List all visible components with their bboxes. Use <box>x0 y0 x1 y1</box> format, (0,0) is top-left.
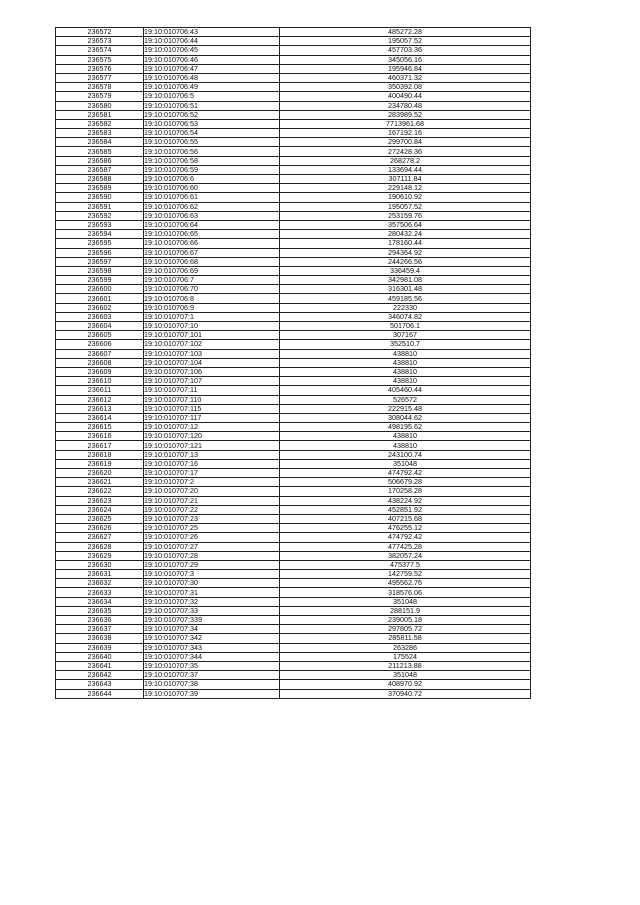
row-code-cell: 19:10:010706:51 <box>144 101 280 110</box>
table-row <box>56 303 531 312</box>
row-code-cell: 19:10:010706:9 <box>144 303 280 312</box>
row-code-cell: 19:10:010706:53 <box>144 119 280 128</box>
table-row <box>56 73 531 82</box>
table-row <box>56 661 531 670</box>
row-id-cell: 236615 <box>56 423 144 432</box>
row-id-cell: 236621 <box>56 478 144 487</box>
table-row <box>56 83 531 92</box>
row-code-cell: 19:10:010707:12 <box>144 423 280 432</box>
row-value-cell: 370940.72 <box>280 689 531 698</box>
row-code-cell: 19:10:010706:66 <box>144 239 280 248</box>
table-row <box>56 652 531 661</box>
row-code-cell: 19:10:010707:33 <box>144 606 280 615</box>
row-value-cell: 498195.62 <box>280 423 531 432</box>
table-row <box>56 469 531 478</box>
row-code-cell: 19:10:010707:32 <box>144 597 280 606</box>
table-row <box>56 322 531 331</box>
row-id-cell: 236594 <box>56 230 144 239</box>
row-id-cell: 236588 <box>56 175 144 184</box>
row-code-cell: 19:10:010707:2 <box>144 478 280 487</box>
row-code-cell: 19:10:010706:59 <box>144 165 280 174</box>
row-id-cell: 236634 <box>56 597 144 606</box>
row-value-cell: 288151.9 <box>280 606 531 615</box>
table-row <box>56 285 531 294</box>
row-code-cell: 19:10:010707:120 <box>144 432 280 441</box>
row-id-cell: 236601 <box>56 294 144 303</box>
table-row <box>56 395 531 404</box>
row-code-cell: 19:10:010706:62 <box>144 202 280 211</box>
table-row <box>56 450 531 459</box>
row-value-cell: 307111.84 <box>280 175 531 184</box>
row-id-cell: 236620 <box>56 469 144 478</box>
row-id-cell: 236603 <box>56 312 144 321</box>
row-value-cell: 263286 <box>280 643 531 652</box>
table-row <box>56 175 531 184</box>
table-row <box>56 459 531 468</box>
row-id-cell: 236610 <box>56 377 144 386</box>
row-id-cell: 236600 <box>56 285 144 294</box>
row-value-cell: 408970.92 <box>280 680 531 689</box>
row-value-cell: 438810 <box>280 441 531 450</box>
row-code-cell: 19:10:010706:49 <box>144 83 280 92</box>
row-id-cell: 236616 <box>56 432 144 441</box>
row-value-cell: 438224.92 <box>280 496 531 505</box>
table-row <box>56 202 531 211</box>
table-row <box>56 551 531 560</box>
table-row <box>56 386 531 395</box>
row-value-cell: 280432.24 <box>280 230 531 239</box>
table-row <box>56 239 531 248</box>
row-code-cell: 19:10:010706:65 <box>144 230 280 239</box>
row-value-cell: 485272.28 <box>280 28 531 37</box>
row-id-cell: 236607 <box>56 349 144 358</box>
row-code-cell: 19:10:010707:3 <box>144 570 280 579</box>
row-code-cell: 19:10:010706:68 <box>144 257 280 266</box>
row-value-cell: 272428.36 <box>280 147 531 156</box>
row-value-cell: 351048 <box>280 459 531 468</box>
row-id-cell: 236609 <box>56 367 144 376</box>
table-row <box>56 37 531 46</box>
row-id-cell: 236644 <box>56 689 144 698</box>
row-id-cell: 236574 <box>56 46 144 55</box>
row-code-cell: 19:10:010707:17 <box>144 469 280 478</box>
row-id-cell: 236585 <box>56 147 144 156</box>
row-id-cell: 236642 <box>56 671 144 680</box>
row-code-cell: 19:10:010707:25 <box>144 524 280 533</box>
row-id-cell: 236606 <box>56 340 144 349</box>
row-id-cell: 236643 <box>56 680 144 689</box>
row-code-cell: 19:10:010707:344 <box>144 652 280 661</box>
row-code-cell: 19:10:010707:35 <box>144 661 280 670</box>
row-id-cell: 236636 <box>56 616 144 625</box>
row-id-cell: 236623 <box>56 496 144 505</box>
row-id-cell: 236597 <box>56 257 144 266</box>
row-id-cell: 236625 <box>56 514 144 523</box>
row-code-cell: 19:10:010706:56 <box>144 147 280 156</box>
table-row <box>56 211 531 220</box>
table-row <box>56 119 531 128</box>
row-value-cell: 211213.88 <box>280 661 531 670</box>
row-value-cell: 195057.52 <box>280 37 531 46</box>
row-value-cell: 222915.48 <box>280 404 531 413</box>
row-code-cell: 19:10:010707:1 <box>144 312 280 321</box>
row-value-cell: 7713961.68 <box>280 119 531 128</box>
table-row <box>56 358 531 367</box>
table-row <box>56 404 531 413</box>
row-value-cell: 476255.12 <box>280 524 531 533</box>
row-value-cell: 222330 <box>280 303 531 312</box>
row-value-cell: 346074.82 <box>280 312 531 321</box>
row-id-cell: 236640 <box>56 652 144 661</box>
row-value-cell: 316301.48 <box>280 285 531 294</box>
table-row <box>56 46 531 55</box>
table-row <box>56 413 531 422</box>
row-value-cell: 253159.76 <box>280 211 531 220</box>
row-code-cell: 19:10:010707:20 <box>144 487 280 496</box>
row-id-cell: 236587 <box>56 165 144 174</box>
row-code-cell: 19:10:010707:10 <box>144 322 280 331</box>
row-value-cell: 167192.16 <box>280 129 531 138</box>
row-id-cell: 236589 <box>56 184 144 193</box>
row-id-cell: 236579 <box>56 92 144 101</box>
row-value-cell: 308044.62 <box>280 413 531 422</box>
row-id-cell: 236611 <box>56 386 144 395</box>
row-id-cell: 236626 <box>56 524 144 533</box>
table-row <box>56 588 531 597</box>
row-value-cell: 357506.64 <box>280 220 531 229</box>
row-value-cell: 318576.06 <box>280 588 531 597</box>
table-row <box>56 220 531 229</box>
row-id-cell: 236627 <box>56 533 144 542</box>
row-code-cell: 19:10:010707:339 <box>144 616 280 625</box>
row-id-cell: 236638 <box>56 634 144 643</box>
table-row <box>56 606 531 615</box>
row-code-cell: 19:10:010707:29 <box>144 560 280 569</box>
row-code-cell: 19:10:010707:13 <box>144 450 280 459</box>
table-row <box>56 533 531 542</box>
row-value-cell: 244266.56 <box>280 257 531 266</box>
row-code-cell: 19:10:010707:121 <box>144 441 280 450</box>
row-code-cell: 19:10:010706:6 <box>144 175 280 184</box>
row-value-cell: 342981.08 <box>280 276 531 285</box>
table-row <box>56 514 531 523</box>
row-value-cell: 438810 <box>280 432 531 441</box>
row-value-cell: 495562.76 <box>280 579 531 588</box>
row-value-cell: 345056.16 <box>280 55 531 64</box>
row-code-cell: 19:10:010707:11 <box>144 386 280 395</box>
table-row <box>56 367 531 376</box>
row-id-cell: 236572 <box>56 28 144 37</box>
row-value-cell: 438810 <box>280 377 531 386</box>
table-row <box>56 505 531 514</box>
row-id-cell: 236617 <box>56 441 144 450</box>
table-row <box>56 671 531 680</box>
row-value-cell: 438810 <box>280 367 531 376</box>
row-code-cell: 19:10:010706:58 <box>144 156 280 165</box>
row-code-cell: 19:10:010707:38 <box>144 680 280 689</box>
row-code-cell: 19:10:010706:67 <box>144 248 280 257</box>
row-value-cell: 501706.1 <box>280 322 531 331</box>
row-code-cell: 19:10:010707:342 <box>144 634 280 643</box>
row-value-cell: 234780.48 <box>280 101 531 110</box>
row-code-cell: 19:10:010706:43 <box>144 28 280 37</box>
row-id-cell: 236595 <box>56 239 144 248</box>
row-id-cell: 236608 <box>56 358 144 367</box>
row-id-cell: 236573 <box>56 37 144 46</box>
row-id-cell: 236622 <box>56 487 144 496</box>
row-value-cell: 190610.92 <box>280 193 531 202</box>
row-code-cell: 19:10:010707:104 <box>144 358 280 367</box>
table-row <box>56 165 531 174</box>
row-value-cell: 142759.52 <box>280 570 531 579</box>
table-row <box>56 570 531 579</box>
table-row <box>56 643 531 652</box>
row-value-cell: 268278.2 <box>280 156 531 165</box>
row-value-cell: 239005.18 <box>280 616 531 625</box>
row-id-cell: 236584 <box>56 138 144 147</box>
row-code-cell: 19:10:010707:31 <box>144 588 280 597</box>
row-id-cell: 236641 <box>56 661 144 670</box>
table-row <box>56 92 531 101</box>
row-value-cell: 133694.44 <box>280 165 531 174</box>
row-id-cell: 236580 <box>56 101 144 110</box>
table-row <box>56 248 531 257</box>
row-code-cell: 19:10:010707:110 <box>144 395 280 404</box>
table-row <box>56 184 531 193</box>
row-id-cell: 236596 <box>56 248 144 257</box>
row-value-cell: 178160.44 <box>280 239 531 248</box>
row-id-cell: 236618 <box>56 450 144 459</box>
row-value-cell: 475377.5 <box>280 560 531 569</box>
row-id-cell: 236633 <box>56 588 144 597</box>
table-row <box>56 680 531 689</box>
row-id-cell: 236605 <box>56 331 144 340</box>
table-row <box>56 294 531 303</box>
row-id-cell: 236583 <box>56 129 144 138</box>
row-value-cell: 457703.36 <box>280 46 531 55</box>
table-row <box>56 560 531 569</box>
table-row <box>56 312 531 321</box>
row-code-cell: 19:10:010707:101 <box>144 331 280 340</box>
row-id-cell: 236577 <box>56 73 144 82</box>
table-row <box>56 340 531 349</box>
row-id-cell: 236624 <box>56 505 144 514</box>
table-row <box>56 634 531 643</box>
row-code-cell: 19:10:010706:55 <box>144 138 280 147</box>
row-code-cell: 19:10:010707:34 <box>144 625 280 634</box>
table-row <box>56 441 531 450</box>
row-value-cell: 243100.74 <box>280 450 531 459</box>
row-id-cell: 236593 <box>56 220 144 229</box>
row-code-cell: 19:10:010706:48 <box>144 73 280 82</box>
row-id-cell: 236632 <box>56 579 144 588</box>
row-id-cell: 236592 <box>56 211 144 220</box>
table-row <box>56 147 531 156</box>
table-row <box>56 266 531 275</box>
row-code-cell: 19:10:010707:343 <box>144 643 280 652</box>
table-row <box>56 423 531 432</box>
row-value-cell: 170258.28 <box>280 487 531 496</box>
row-code-cell: 19:10:010707:107 <box>144 377 280 386</box>
row-value-cell: 526572 <box>280 395 531 404</box>
row-code-cell: 19:10:010706:5 <box>144 92 280 101</box>
table-row <box>56 478 531 487</box>
row-code-cell: 19:10:010706:61 <box>144 193 280 202</box>
table-body <box>56 28 531 699</box>
table-row <box>56 487 531 496</box>
row-id-cell: 236576 <box>56 64 144 73</box>
row-code-cell: 19:10:010707:102 <box>144 340 280 349</box>
row-id-cell: 236628 <box>56 542 144 551</box>
row-code-cell: 19:10:010706:52 <box>144 110 280 119</box>
row-value-cell: 350392.08 <box>280 83 531 92</box>
row-code-cell: 19:10:010707:21 <box>144 496 280 505</box>
row-value-cell: 506679.28 <box>280 478 531 487</box>
row-code-cell: 19:10:010706:69 <box>144 266 280 275</box>
data-table <box>55 27 531 699</box>
table-row <box>56 101 531 110</box>
row-value-cell: 307167 <box>280 331 531 340</box>
table-row <box>56 689 531 698</box>
row-code-cell: 19:10:010707:27 <box>144 542 280 551</box>
row-id-cell: 236590 <box>56 193 144 202</box>
row-value-cell: 351048 <box>280 597 531 606</box>
table-row <box>56 542 531 551</box>
row-code-cell: 19:10:010707:39 <box>144 689 280 698</box>
row-id-cell: 236578 <box>56 83 144 92</box>
row-value-cell: 352510.7 <box>280 340 531 349</box>
row-value-cell: 438810 <box>280 349 531 358</box>
row-code-cell: 19:10:010706:46 <box>144 55 280 64</box>
row-value-cell: 175524 <box>280 652 531 661</box>
row-id-cell: 236591 <box>56 202 144 211</box>
row-id-cell: 236613 <box>56 404 144 413</box>
row-id-cell: 236629 <box>56 551 144 560</box>
row-value-cell: 297805.72 <box>280 625 531 634</box>
row-value-cell: 382057.24 <box>280 551 531 560</box>
row-code-cell: 19:10:010706:47 <box>144 64 280 73</box>
table-row <box>56 349 531 358</box>
row-value-cell: 400490.44 <box>280 92 531 101</box>
table-row <box>56 432 531 441</box>
row-id-cell: 236586 <box>56 156 144 165</box>
table-row <box>56 156 531 165</box>
table-row <box>56 110 531 119</box>
row-code-cell: 19:10:010707:26 <box>144 533 280 542</box>
row-code-cell: 19:10:010706:70 <box>144 285 280 294</box>
row-code-cell: 19:10:010707:103 <box>144 349 280 358</box>
row-code-cell: 19:10:010707:16 <box>144 459 280 468</box>
row-code-cell: 19:10:010706:8 <box>144 294 280 303</box>
row-id-cell: 236635 <box>56 606 144 615</box>
row-id-cell: 236639 <box>56 643 144 652</box>
row-id-cell: 236581 <box>56 110 144 119</box>
table-row <box>56 55 531 64</box>
row-value-cell: 336459.4 <box>280 266 531 275</box>
row-value-cell: 438810 <box>280 358 531 367</box>
table-row <box>56 597 531 606</box>
row-value-cell: 299700.84 <box>280 138 531 147</box>
table-row <box>56 129 531 138</box>
row-value-cell: 460371.32 <box>280 73 531 82</box>
row-code-cell: 19:10:010707:37 <box>144 671 280 680</box>
row-code-cell: 19:10:010707:106 <box>144 367 280 376</box>
row-id-cell: 236599 <box>56 276 144 285</box>
row-value-cell: 195057.52 <box>280 202 531 211</box>
row-id-cell: 236602 <box>56 303 144 312</box>
table-row <box>56 64 531 73</box>
row-code-cell: 19:10:010707:22 <box>144 505 280 514</box>
row-value-cell: 474792.42 <box>280 469 531 478</box>
row-id-cell: 236631 <box>56 570 144 579</box>
row-id-cell: 236630 <box>56 560 144 569</box>
row-value-cell: 405460.44 <box>280 386 531 395</box>
table-row <box>56 138 531 147</box>
row-code-cell: 19:10:010706:63 <box>144 211 280 220</box>
table-row <box>56 496 531 505</box>
row-id-cell: 236612 <box>56 395 144 404</box>
table-row <box>56 625 531 634</box>
row-code-cell: 19:10:010707:30 <box>144 579 280 588</box>
table-row <box>56 579 531 588</box>
row-id-cell: 236619 <box>56 459 144 468</box>
row-code-cell: 19:10:010707:28 <box>144 551 280 560</box>
table-row <box>56 377 531 386</box>
row-id-cell: 236582 <box>56 119 144 128</box>
table-row <box>56 193 531 202</box>
row-id-cell: 236614 <box>56 413 144 422</box>
row-id-cell: 236637 <box>56 625 144 634</box>
row-code-cell: 19:10:010706:45 <box>144 46 280 55</box>
row-value-cell: 459185.56 <box>280 294 531 303</box>
row-code-cell: 19:10:010707:115 <box>144 404 280 413</box>
row-code-cell: 19:10:010707:117 <box>144 413 280 422</box>
row-value-cell: 294364.92 <box>280 248 531 257</box>
table-row <box>56 331 531 340</box>
table-row <box>56 276 531 285</box>
row-code-cell: 19:10:010706:44 <box>144 37 280 46</box>
row-value-cell: 285811.58 <box>280 634 531 643</box>
row-value-cell: 351048 <box>280 671 531 680</box>
row-value-cell: 283989.52 <box>280 110 531 119</box>
row-value-cell: 195946.84 <box>280 64 531 73</box>
row-code-cell: 19:10:010706:60 <box>144 184 280 193</box>
row-id-cell: 236604 <box>56 322 144 331</box>
row-value-cell: 477425.28 <box>280 542 531 551</box>
row-code-cell: 19:10:010706:7 <box>144 276 280 285</box>
table-row <box>56 616 531 625</box>
table-row <box>56 257 531 266</box>
row-value-cell: 229148.12 <box>280 184 531 193</box>
table-row <box>56 28 531 37</box>
row-value-cell: 474792.42 <box>280 533 531 542</box>
table-row <box>56 524 531 533</box>
row-id-cell: 236598 <box>56 266 144 275</box>
row-value-cell: 407215.68 <box>280 514 531 523</box>
row-id-cell: 236575 <box>56 55 144 64</box>
row-code-cell: 19:10:010707:23 <box>144 514 280 523</box>
row-value-cell: 452851.92 <box>280 505 531 514</box>
row-code-cell: 19:10:010706:64 <box>144 220 280 229</box>
row-code-cell: 19:10:010706:54 <box>144 129 280 138</box>
table-row <box>56 230 531 239</box>
